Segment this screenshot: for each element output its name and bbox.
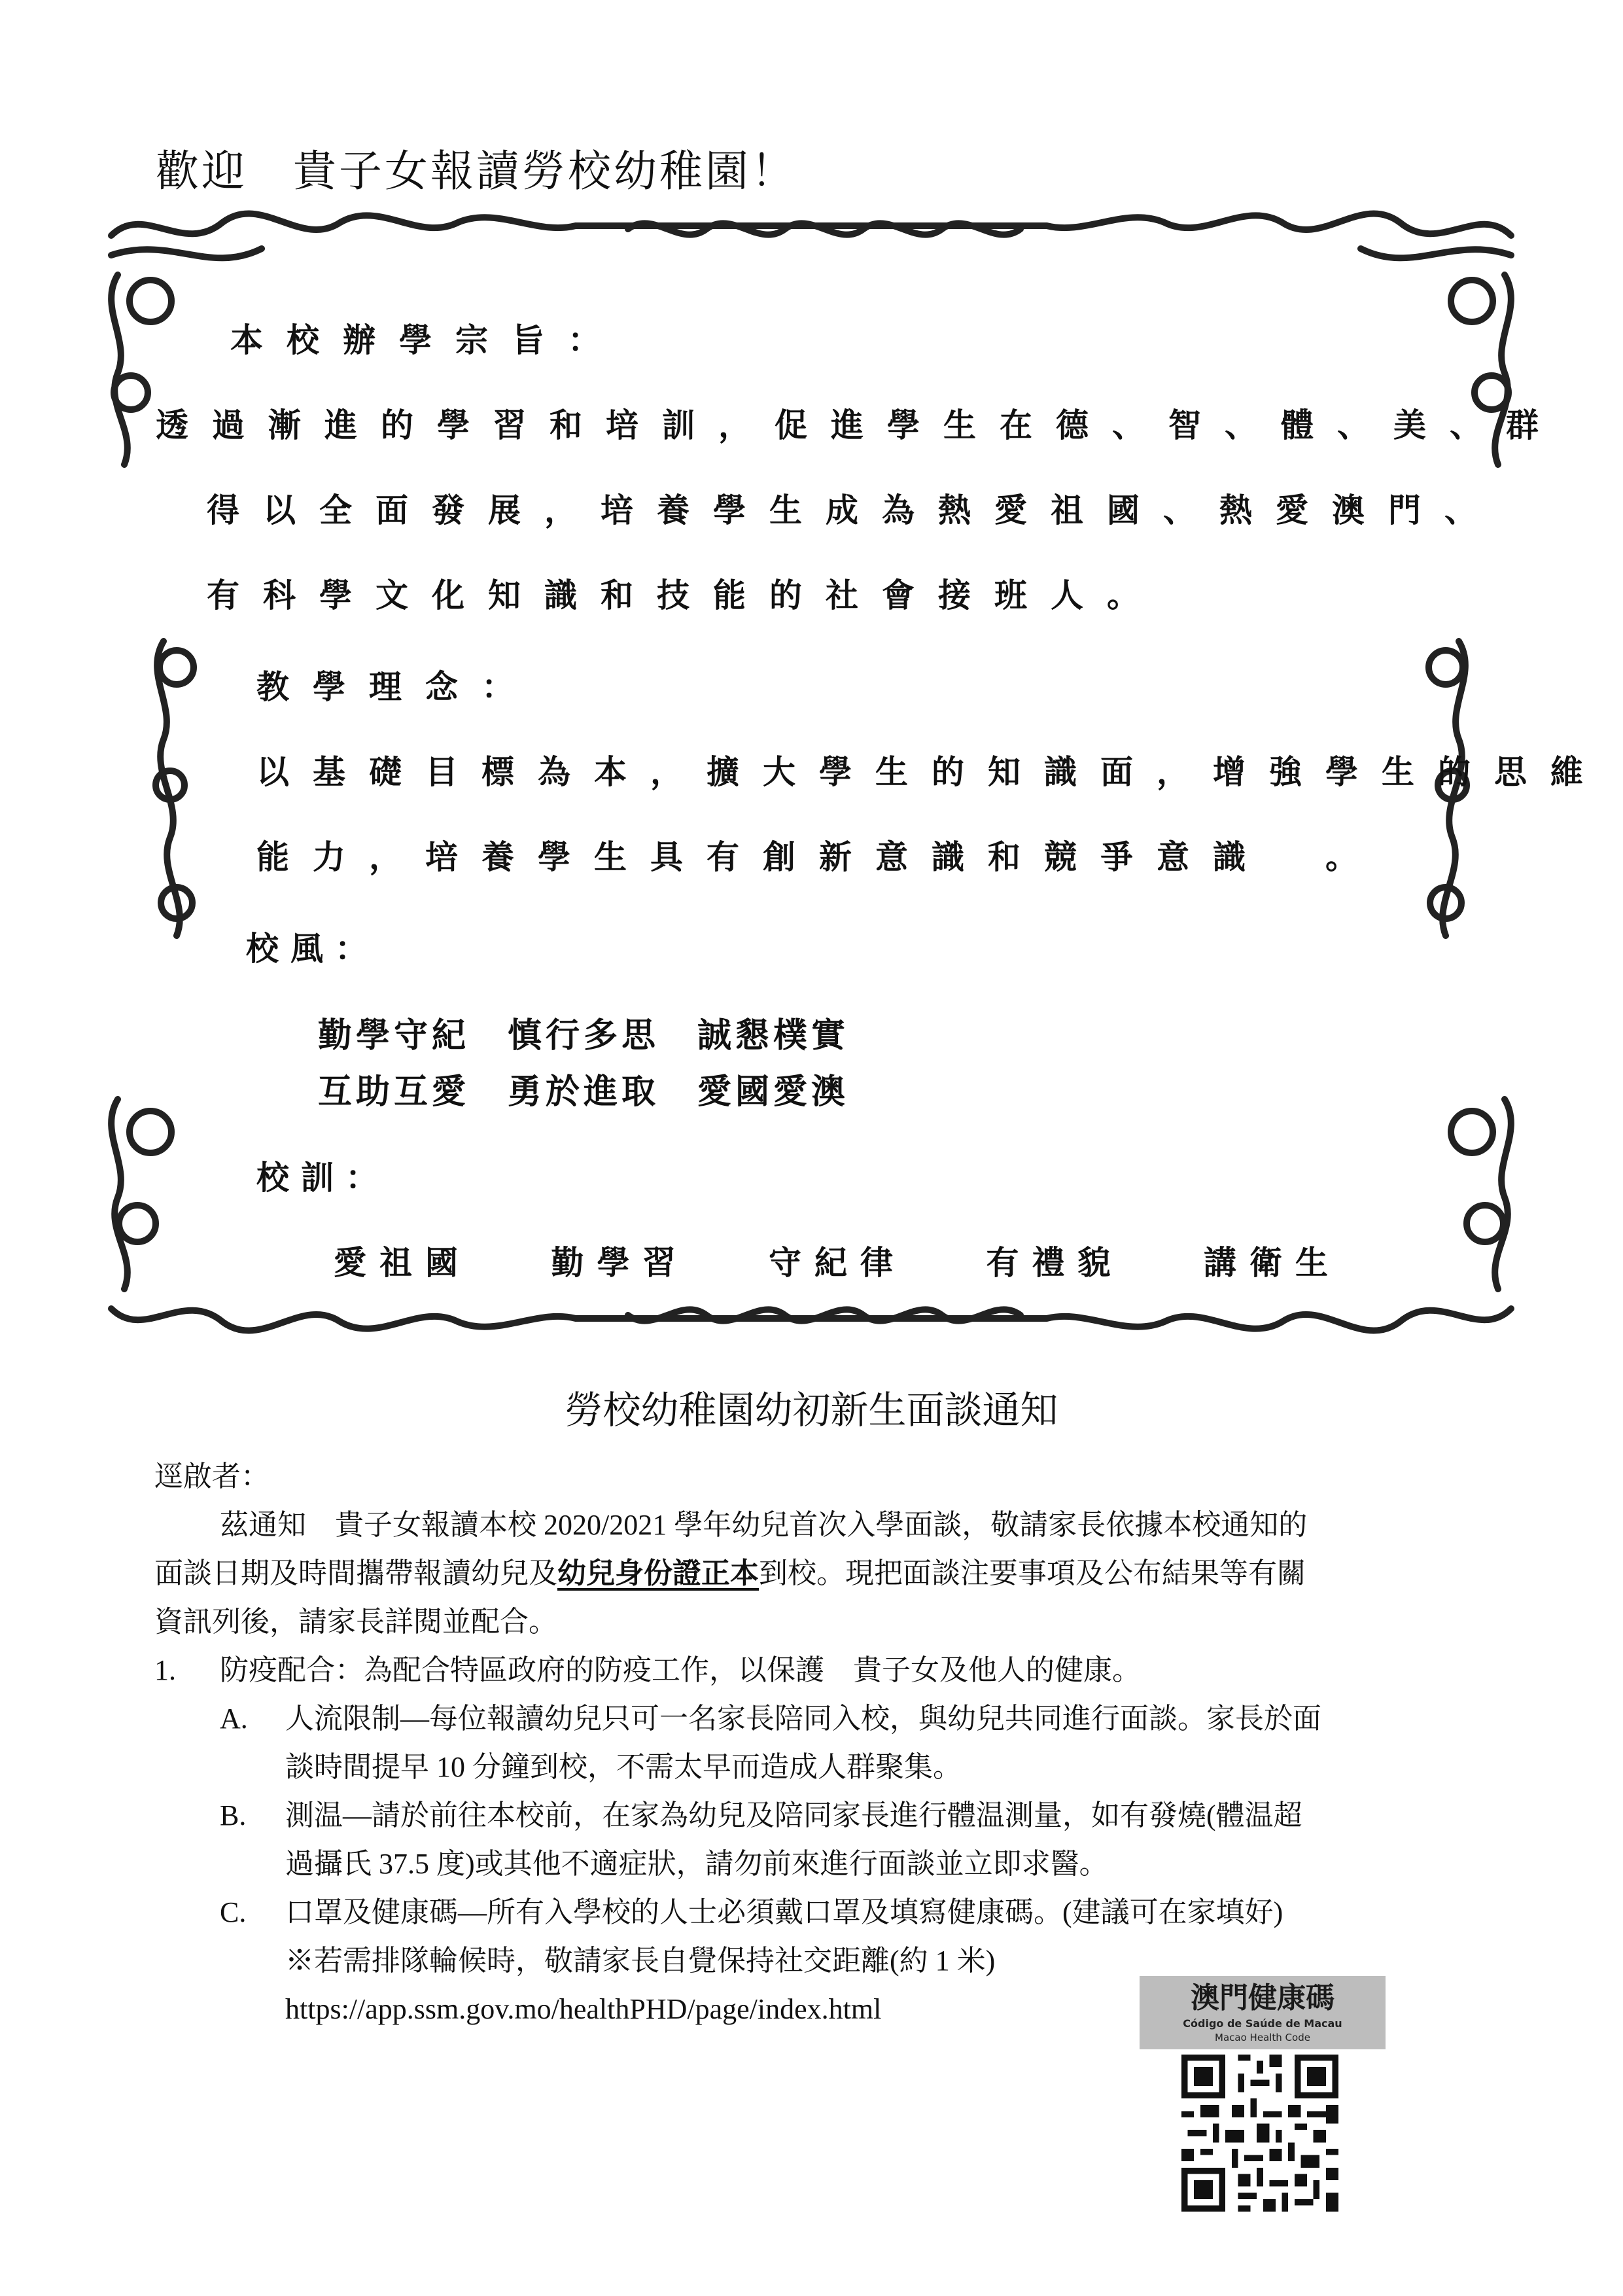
health-code-subtitle-en: Macao Health Code	[1215, 2032, 1310, 2043]
welcome-heading: 歡迎 貴子女報讀勞校幼稚園！	[156, 146, 797, 196]
aim-title: 本校辦學宗旨：	[230, 321, 624, 359]
item-1-number: 1.	[154, 1654, 176, 1686]
subitem-a-label: A.	[220, 1703, 248, 1735]
subitem-a-line-2: 談時間提早 10 分鐘到校，不需太早而造成人群聚集。	[285, 1751, 962, 1783]
philosophy-line-2: 能力，培養學生具有創新意識和競爭意識 。	[256, 838, 1382, 876]
notice-title: 勞校幼稚園幼初新生面談通知	[565, 1388, 1058, 1432]
philosophy-line-1: 以基礎目標為本，擴大學生的知識面，增強學生的思維	[256, 752, 1607, 791]
motto-title: 校訓：	[256, 1158, 390, 1197]
health-code-qr-icon[interactable]	[1181, 2055, 1338, 2212]
aim-line-3: 有科學文化知識和技能的社會接班人。	[207, 576, 1163, 614]
health-code-subtitle-pt: Código de Saúde de Macau	[1183, 2017, 1342, 2030]
subitem-b-line-1: 測温—請於前往本校前，在家為幼兒及陪同家長進行體温測量，如有發燒(體温超	[285, 1799, 1302, 1831]
ethos-title: 校風：	[246, 929, 379, 968]
subitem-b-line-2: 過攝氏 37.5 度)或其他不適症狀，請勿前來進行面談並立即求醫。	[285, 1848, 1108, 1880]
motto-items	[334, 1237, 1341, 1284]
motto-item: 有禮貌	[986, 1243, 1124, 1282]
notice-greeting: 逕啟者：	[154, 1460, 270, 1492]
health-code-url[interactable]: https://app.ssm.gov.mo/healthPHD/page/index.html	[285, 1993, 882, 2025]
subitem-a-line-1: 人流限制—每位報讀幼兒只可一名家長陪同入校，與幼兒共同進行面談。家長於面	[285, 1703, 1321, 1735]
aim-line-1: 透過漸進的學習和培訓，促進學生在德、智、體、美、群	[156, 406, 1562, 444]
item-1-text: 防疫配合：為配合特區政府的防疫工作，以保護 貴子女及他人的健康。	[220, 1654, 1141, 1686]
notice-para-line-1: 茲通知 貴子女報讀本校 2020/2021 學年幼兒首次入學面談，敬請家長依據本校通知的	[220, 1509, 1308, 1541]
subitem-c-line-2: ※若需排隊輪候時，敬請家長自覺保持社交距離(約 1 米)	[285, 1945, 996, 1977]
notice-para-line-3: 資訊列後，請家長詳閱並配合。	[154, 1606, 557, 1638]
motto-item: 愛祖國	[334, 1243, 471, 1282]
subitem-b-label: B.	[220, 1799, 247, 1831]
motto-item: 守紀律	[769, 1243, 906, 1282]
subitem-c-line-1: 口罩及健康碼—所有入學校的人士必須戴口罩及填寫健康碼。(建議可在家填好)	[285, 1896, 1283, 1928]
notice-para-line-2-pre: 面談日期及時間攜帶報讀幼兒及	[154, 1557, 557, 1589]
health-code-logo	[1140, 1976, 1386, 2049]
ethos-line-1: 勤學守紀 慎行多思 誠懇樸實	[318, 1016, 850, 1055]
notice-para-line-2-post: 到校。現把面談注要事項及公布結果等有關	[759, 1557, 1306, 1589]
ethos-line-2: 互助互愛 勇於進取 愛國愛澳	[318, 1072, 850, 1112]
motto-item: 講衛生	[1204, 1243, 1341, 1282]
health-code-title: 澳門健康碼	[1191, 1981, 1335, 2015]
id-card-requirement: 幼兒身份證正本	[557, 1557, 759, 1589]
motto-item: 勤學習	[551, 1243, 689, 1282]
philosophy-title: 教學理念：	[256, 667, 538, 706]
notice-para-line-2	[154, 1549, 1306, 1598]
subitem-c-label: C.	[220, 1896, 247, 1928]
aim-line-2: 得以全面發展，培養學生成為熱愛祖國、熱愛澳門、	[207, 491, 1501, 529]
